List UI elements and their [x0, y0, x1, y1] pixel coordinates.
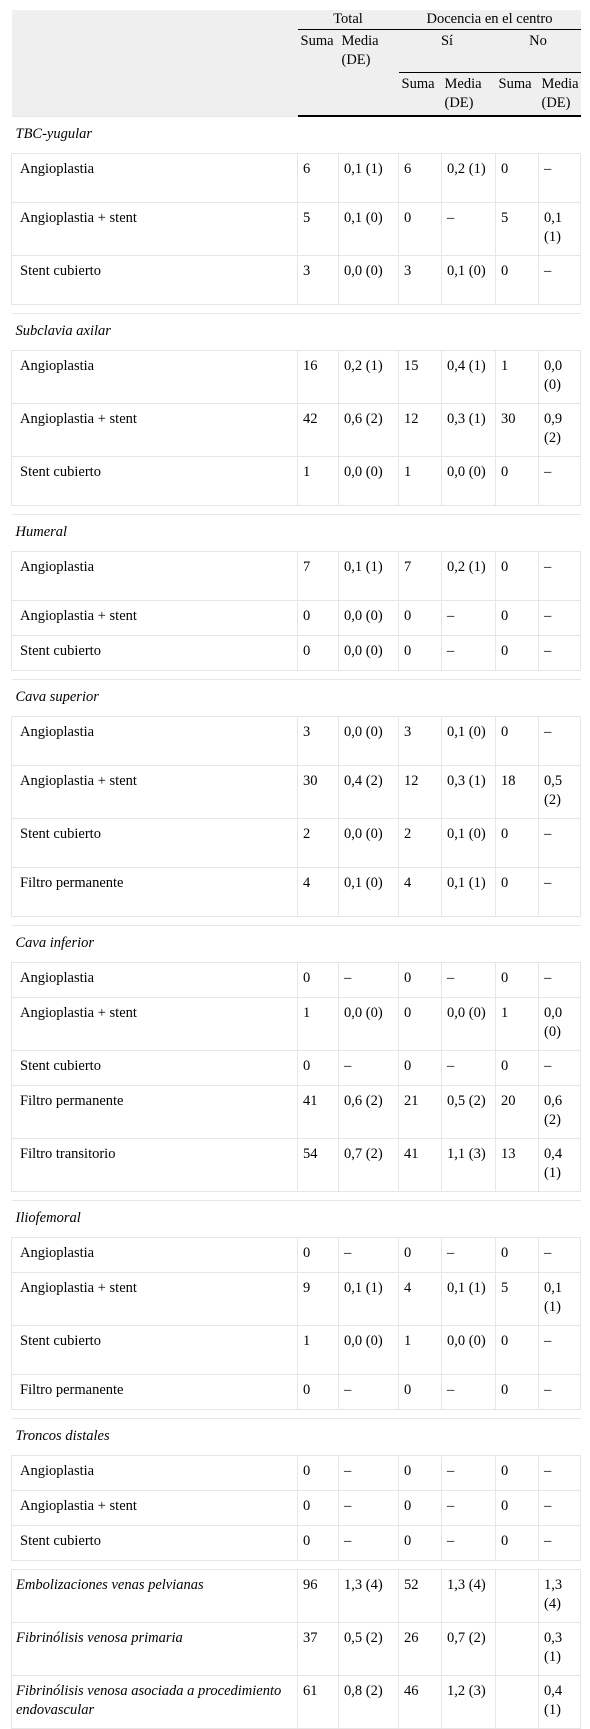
value-cell: –: [539, 1375, 581, 1410]
procedure-name: Stent cubierto: [12, 1326, 298, 1375]
value-cell: 7: [399, 552, 442, 601]
table-row: [12, 1456, 581, 1491]
value-cell: –: [442, 636, 496, 671]
table-row: [12, 1273, 581, 1326]
value-cell: –: [442, 963, 496, 998]
value-cell: 0: [399, 203, 442, 256]
value-cell: 1,3 (4): [442, 1570, 496, 1623]
value-cell: 37: [298, 1623, 339, 1676]
procedure-name: Angioplastia + stent: [12, 1491, 298, 1526]
value-cell: 0: [399, 1491, 442, 1526]
spacer-cell: [12, 1192, 581, 1201]
value-cell: 0,1 (1): [339, 1273, 399, 1326]
value-cell: 0,6 (2): [339, 1086, 399, 1139]
value-cell: [496, 1570, 539, 1623]
value-cell: –: [539, 963, 581, 998]
value-cell: 0,0 (0): [339, 601, 399, 636]
value-cell: 0: [496, 154, 539, 203]
value-cell: 2: [399, 819, 442, 868]
value-cell: [496, 1676, 539, 1729]
value-cell: 21: [399, 1086, 442, 1139]
value-cell: –: [442, 1526, 496, 1561]
value-cell: –: [539, 717, 581, 766]
value-cell: –: [539, 1491, 581, 1526]
section-spacer: [12, 506, 581, 515]
table-row: [12, 717, 581, 766]
value-cell: 0: [399, 1375, 442, 1410]
value-cell: –: [539, 636, 581, 671]
value-cell: 0: [399, 1526, 442, 1561]
procedure-name: Stent cubierto: [12, 256, 298, 305]
value-cell: –: [339, 1375, 399, 1410]
header-total-suma: Suma: [298, 30, 339, 117]
value-cell: 5: [496, 203, 539, 256]
table-row: [12, 256, 581, 305]
section-title: Iliofemoral: [12, 1201, 581, 1238]
value-cell: 0: [399, 636, 442, 671]
value-cell: 0,1 (1): [442, 1273, 496, 1326]
table-row: [12, 1491, 581, 1526]
section-header-row: [12, 680, 581, 717]
value-cell: 0: [496, 963, 539, 998]
procedure-name: Filtro permanente: [12, 1086, 298, 1139]
table-row: [12, 404, 581, 457]
value-cell: 61: [298, 1676, 339, 1729]
value-cell: 0: [298, 1051, 339, 1086]
value-cell: 0,0 (0): [442, 998, 496, 1051]
value-cell: 0,3 (1): [442, 766, 496, 819]
value-cell: 0: [298, 1238, 339, 1273]
value-cell: 0,2 (1): [442, 154, 496, 203]
header-no-suma: Suma: [496, 73, 539, 117]
value-cell: 0,3 (1): [442, 404, 496, 457]
value-cell: 0: [399, 963, 442, 998]
value-cell: 0,3 (1): [539, 1623, 581, 1676]
table-row: [12, 154, 581, 203]
value-cell: 1: [496, 998, 539, 1051]
table-row: [12, 203, 581, 256]
section-header-row: [12, 314, 581, 351]
value-cell: 3: [298, 256, 339, 305]
value-cell: 0: [399, 998, 442, 1051]
header-empty-cell: [12, 10, 298, 116]
value-cell: 1: [298, 998, 339, 1051]
value-cell: 0,1 (0): [442, 256, 496, 305]
value-cell: 0: [298, 636, 339, 671]
value-cell: –: [442, 1375, 496, 1410]
table-row: [12, 1326, 581, 1375]
value-cell: 4: [399, 1273, 442, 1326]
value-cell: 2: [298, 819, 339, 868]
value-cell: 0,5 (2): [339, 1623, 399, 1676]
value-cell: 0,0 (0): [539, 998, 581, 1051]
value-cell: –: [339, 1238, 399, 1273]
section-title: Cava superior: [12, 680, 581, 717]
value-cell: 0,6 (2): [539, 1086, 581, 1139]
table-row: [12, 601, 581, 636]
procedure-name: Angioplastia + stent: [12, 203, 298, 256]
table-row: [12, 998, 581, 1051]
value-cell: –: [539, 552, 581, 601]
section-header-row: [12, 116, 581, 154]
value-cell: 0: [496, 552, 539, 601]
value-cell: 20: [496, 1086, 539, 1139]
value-cell: 5: [496, 1273, 539, 1326]
value-cell: 6: [298, 154, 339, 203]
value-cell: 1,2 (3): [442, 1676, 496, 1729]
value-cell: 0: [298, 963, 339, 998]
value-cell: 0,0 (0): [339, 457, 399, 506]
value-cell: 0,1 (0): [442, 819, 496, 868]
value-cell: 0: [399, 1051, 442, 1086]
procedure-name: Angioplastia + stent: [12, 766, 298, 819]
section-title: Cava inferior: [12, 926, 581, 963]
value-cell: –: [539, 1526, 581, 1561]
value-cell: 0,9 (2): [539, 404, 581, 457]
procedure-name: Fibrinólisis venosa asociada a procedimiento endovascular: [12, 1676, 298, 1729]
value-cell: 13: [496, 1139, 539, 1192]
value-cell: –: [539, 819, 581, 868]
section-header-row: [12, 1419, 581, 1456]
value-cell: 0,5 (2): [442, 1086, 496, 1139]
value-cell: 96: [298, 1570, 339, 1623]
value-cell: –: [442, 1456, 496, 1491]
table-row: [12, 1526, 581, 1561]
value-cell: 30: [298, 766, 339, 819]
value-cell: 0,4 (1): [442, 351, 496, 404]
value-cell: 4: [298, 868, 339, 917]
header-no-media: Media (DE): [539, 73, 581, 117]
value-cell: 12: [399, 404, 442, 457]
value-cell: 0,7 (2): [442, 1623, 496, 1676]
value-cell: 4: [399, 868, 442, 917]
value-cell: 0: [496, 1051, 539, 1086]
value-cell: –: [339, 1051, 399, 1086]
value-cell: 0,1 (0): [339, 203, 399, 256]
value-cell: 41: [298, 1086, 339, 1139]
section-title: TBC-yugular: [12, 116, 581, 154]
header-si: Sí: [399, 30, 496, 73]
procedure-name: Angioplastia: [12, 963, 298, 998]
value-cell: 0: [496, 1526, 539, 1561]
procedure-name: Angioplastia: [12, 552, 298, 601]
value-cell: 7: [298, 552, 339, 601]
value-cell: 0,6 (2): [339, 404, 399, 457]
procedure-name: Angioplastia: [12, 717, 298, 766]
value-cell: 0: [399, 1238, 442, 1273]
value-cell: –: [539, 256, 581, 305]
value-cell: 1: [298, 1326, 339, 1375]
value-cell: 3: [298, 717, 339, 766]
procedure-name: Angioplastia: [12, 154, 298, 203]
value-cell: –: [539, 601, 581, 636]
value-cell: –: [539, 1456, 581, 1491]
value-cell: 18: [496, 766, 539, 819]
procedure-name: Fibrinólisis venosa primaria: [12, 1623, 298, 1676]
value-cell: 0: [298, 1526, 339, 1561]
value-cell: 1: [298, 457, 339, 506]
section-spacer: [12, 305, 581, 314]
value-cell: –: [539, 457, 581, 506]
value-cell: 1: [496, 351, 539, 404]
value-cell: –: [339, 963, 399, 998]
value-cell: 15: [399, 351, 442, 404]
value-cell: –: [539, 1238, 581, 1273]
section-spacer: [12, 1561, 581, 1570]
table-row: [12, 1139, 581, 1192]
table-row: [12, 1051, 581, 1086]
header-no: No: [496, 30, 581, 73]
value-cell: –: [539, 154, 581, 203]
table-row: [12, 1623, 581, 1676]
value-cell: 0,8 (2): [339, 1676, 399, 1729]
value-cell: 0,0 (0): [339, 998, 399, 1051]
value-cell: 0,1 (0): [339, 868, 399, 917]
table-row: [12, 1676, 581, 1729]
value-cell: 0,2 (1): [339, 351, 399, 404]
value-cell: 1,1 (3): [442, 1139, 496, 1192]
header-docencia: Docencia en el centro: [399, 10, 581, 30]
value-cell: 54: [298, 1139, 339, 1192]
value-cell: 42: [298, 404, 339, 457]
value-cell: –: [339, 1456, 399, 1491]
value-cell: –: [442, 1051, 496, 1086]
value-cell: 0: [496, 636, 539, 671]
header-total: Total: [298, 10, 399, 30]
procedure-name: Stent cubierto: [12, 636, 298, 671]
value-cell: 46: [399, 1676, 442, 1729]
value-cell: –: [442, 1491, 496, 1526]
procedures-table: [11, 10, 581, 1729]
header-total-media: Media (DE): [339, 30, 399, 117]
table-row: [12, 766, 581, 819]
procedure-name: Filtro transitorio: [12, 1139, 298, 1192]
procedure-name: Filtro permanente: [12, 1375, 298, 1410]
value-cell: 0,5 (2): [539, 766, 581, 819]
value-cell: 0,4 (2): [339, 766, 399, 819]
table-header: [12, 10, 581, 116]
value-cell: –: [339, 1526, 399, 1561]
value-cell: 0: [496, 1238, 539, 1273]
spacer-cell: [12, 1410, 581, 1419]
section-title: Troncos distales: [12, 1419, 581, 1456]
procedure-name: Angioplastia: [12, 351, 298, 404]
value-cell: 0,4 (1): [539, 1676, 581, 1729]
procedure-name: Angioplastia + stent: [12, 601, 298, 636]
value-cell: 0,1 (0): [442, 717, 496, 766]
value-cell: 0: [496, 1375, 539, 1410]
table-row: [12, 963, 581, 998]
value-cell: 0,0 (0): [339, 1326, 399, 1375]
procedure-name: Stent cubierto: [12, 457, 298, 506]
value-cell: –: [339, 1491, 399, 1526]
value-cell: 0: [496, 1491, 539, 1526]
value-cell: 0: [496, 1456, 539, 1491]
value-cell: 0,1 (1): [339, 154, 399, 203]
table-row: [12, 457, 581, 506]
header-si-media: Media (DE): [442, 73, 496, 117]
spacer-cell: [12, 506, 581, 515]
value-cell: –: [442, 203, 496, 256]
procedure-name: Embolizaciones venas pelvianas: [12, 1570, 298, 1623]
value-cell: 0,2 (1): [442, 552, 496, 601]
value-cell: 0: [298, 1456, 339, 1491]
value-cell: 0: [496, 717, 539, 766]
value-cell: 0,0 (0): [442, 1326, 496, 1375]
value-cell: –: [539, 1051, 581, 1086]
value-cell: 0,1 (1): [339, 552, 399, 601]
value-cell: [496, 1623, 539, 1676]
value-cell: –: [539, 868, 581, 917]
procedure-name: Stent cubierto: [12, 1526, 298, 1561]
value-cell: –: [442, 1238, 496, 1273]
value-cell: 0,0 (0): [539, 351, 581, 404]
value-cell: 12: [399, 766, 442, 819]
section-spacer: [12, 917, 581, 926]
procedure-name: Filtro permanente: [12, 868, 298, 917]
value-cell: 30: [496, 404, 539, 457]
procedure-name: Angioplastia: [12, 1456, 298, 1491]
value-cell: 0: [298, 1491, 339, 1526]
value-cell: 0: [298, 1375, 339, 1410]
header-si-suma: Suma: [399, 73, 442, 117]
value-cell: 3: [399, 256, 442, 305]
table-row: [12, 868, 581, 917]
value-cell: 0: [496, 457, 539, 506]
value-cell: 0,0 (0): [339, 717, 399, 766]
value-cell: 0: [496, 868, 539, 917]
value-cell: 1: [399, 457, 442, 506]
value-cell: 0,0 (0): [339, 819, 399, 868]
table-row: [12, 636, 581, 671]
value-cell: 0,1 (1): [539, 203, 581, 256]
procedure-name: Stent cubierto: [12, 1051, 298, 1086]
table-body: [12, 116, 581, 1729]
value-cell: 0,1 (1): [442, 868, 496, 917]
procedure-name: Angioplastia + stent: [12, 1273, 298, 1326]
spacer-cell: [12, 671, 581, 680]
table-row: [12, 552, 581, 601]
value-cell: 0: [399, 1456, 442, 1491]
value-cell: 1,3 (4): [539, 1570, 581, 1623]
table-row: [12, 1375, 581, 1410]
value-cell: 0,0 (0): [339, 636, 399, 671]
spacer-cell: [12, 305, 581, 314]
procedure-name: Angioplastia: [12, 1238, 298, 1273]
value-cell: –: [442, 601, 496, 636]
procedure-name: Stent cubierto: [12, 819, 298, 868]
section-header-row: [12, 926, 581, 963]
value-cell: 5: [298, 203, 339, 256]
value-cell: 3: [399, 717, 442, 766]
value-cell: 6: [399, 154, 442, 203]
value-cell: 1: [399, 1326, 442, 1375]
procedure-name: Angioplastia + stent: [12, 404, 298, 457]
section-title: Subclavia axilar: [12, 314, 581, 351]
table-row: [12, 1238, 581, 1273]
spacer-cell: [12, 917, 581, 926]
value-cell: 0,0 (0): [442, 457, 496, 506]
value-cell: 0,1 (1): [539, 1273, 581, 1326]
section-title: Humeral: [12, 515, 581, 552]
table-row: [12, 351, 581, 404]
section-header-row: [12, 515, 581, 552]
table-row: [12, 1570, 581, 1623]
value-cell: 0,7 (2): [339, 1139, 399, 1192]
value-cell: 9: [298, 1273, 339, 1326]
value-cell: 52: [399, 1570, 442, 1623]
value-cell: 16: [298, 351, 339, 404]
value-cell: 0: [496, 601, 539, 636]
table-row: [12, 1086, 581, 1139]
value-cell: 0,4 (1): [539, 1139, 581, 1192]
section-spacer: [12, 1410, 581, 1419]
value-cell: 0,0 (0): [339, 256, 399, 305]
value-cell: 0: [298, 601, 339, 636]
value-cell: 0: [496, 256, 539, 305]
value-cell: 41: [399, 1139, 442, 1192]
section-header-row: [12, 1201, 581, 1238]
procedure-name: Angioplastia + stent: [12, 998, 298, 1051]
value-cell: 26: [399, 1623, 442, 1676]
value-cell: 0: [399, 601, 442, 636]
section-spacer: [12, 1192, 581, 1201]
value-cell: 1,3 (4): [339, 1570, 399, 1623]
section-spacer: [12, 671, 581, 680]
value-cell: 0: [496, 1326, 539, 1375]
value-cell: –: [539, 1326, 581, 1375]
spacer-cell: [12, 1561, 581, 1570]
table-row: [12, 819, 581, 868]
value-cell: 0: [496, 819, 539, 868]
